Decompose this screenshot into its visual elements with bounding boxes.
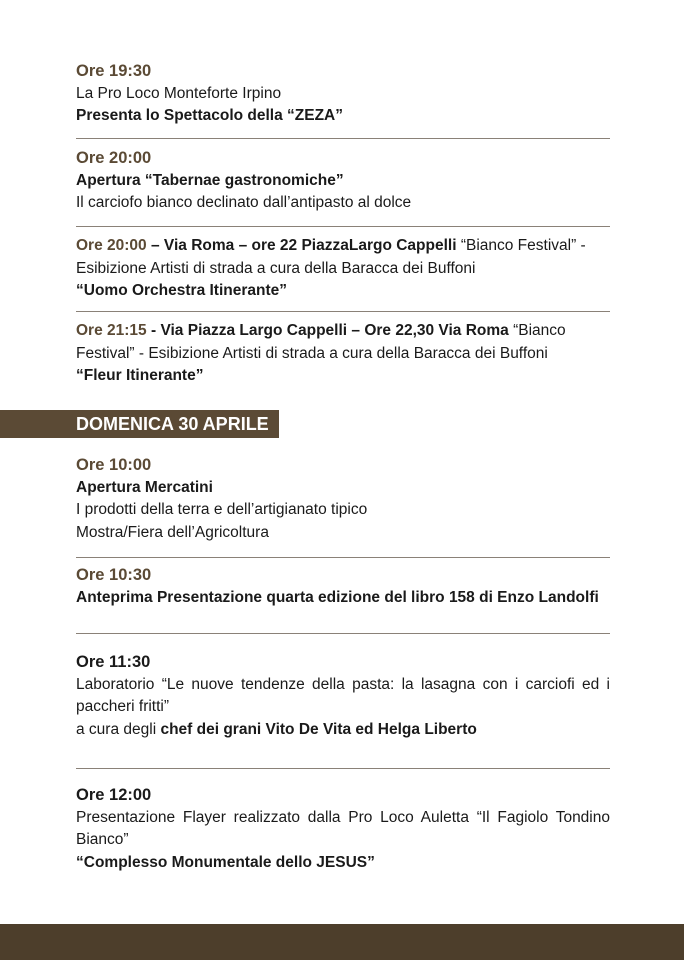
day-header — [0, 410, 279, 438]
divider — [76, 557, 610, 558]
day-header-label: DOMENICA 30 APRILE — [68, 410, 279, 438]
divider — [76, 633, 610, 634]
event-time: Ore 11:30 — [76, 653, 151, 671]
event-desc: “Bianco Festival” - Esibizione Artisti di strada a cura della Baracca dei Buffoni — [76, 237, 586, 277]
event-time: Ore 20:00 — [76, 149, 152, 167]
event-time: Ore 10:30 — [76, 566, 152, 584]
event-1030 — [76, 564, 610, 609]
event-title: Anteprima Presentazione quarta edizione del libro 158 di Enzo Landolfi — [76, 588, 599, 606]
event-place: - Via Piazza Largo Cappelli – Ore 22,30 Via Roma — [146, 322, 509, 339]
event-2000-street-artists — [76, 235, 610, 303]
footer-bar — [0, 924, 684, 960]
event-title: Presenta lo Spettacolo della “ZEZA” — [76, 107, 344, 124]
event-text: Il carciofo bianco declinato dall’antipasto al dolce — [76, 194, 412, 211]
event-1130 — [76, 651, 610, 741]
event-text: Laboratorio “Le nuove tendenze della pasta: la lasagna con i carciofi ed i paccheri fritti” — [76, 675, 610, 715]
event-2115-fleur — [76, 320, 610, 388]
divider — [76, 311, 610, 312]
event-text — [76, 719, 610, 742]
event-title: “Complesso Monumentale dello JESUS” — [76, 853, 375, 871]
event-1200 — [76, 784, 610, 874]
divider — [76, 768, 610, 769]
divider — [76, 138, 610, 139]
day-header-bar — [0, 410, 68, 438]
event-1930 — [76, 60, 610, 128]
event-1000 — [76, 454, 610, 544]
event-title: Apertura “Tabernae gastronomiche” — [76, 171, 344, 189]
event-title: “Uomo Orchestra Itinerante” — [76, 282, 288, 299]
event-text: La Pro Loco Monteforte Irpino — [76, 84, 282, 102]
event-time: Ore 12:00 — [76, 786, 152, 804]
event-time: Ore 21:15 — [76, 322, 147, 339]
event-chefs: chef dei grani Vito De Vita ed Helga Liberto — [160, 720, 477, 738]
event-place: – Via Roma – ore 22 PiazzaLargo Cappelli — [146, 237, 457, 254]
event-time: Ore 20:00 — [76, 237, 147, 254]
divider — [76, 226, 610, 227]
event-title: “Fleur Itinerante” — [76, 367, 204, 384]
event-time: Ore 19:30 — [76, 62, 152, 80]
event-text: Presentazione Flayer realizzato dalla Pro Loco Auletta “Il Fagiolo Tondino Bianco” — [76, 808, 610, 848]
event-text — [76, 235, 610, 280]
event-text: I prodotti della terra e dell’artigianato tipico — [76, 501, 368, 518]
event-text — [76, 320, 610, 365]
event-title: Apertura Mercatini — [76, 478, 213, 496]
event-text-prefix: a cura degli — [76, 720, 161, 738]
event-desc: “Bianco Festival” - Esibizione Artisti di strada a cura della Baracca dei Buffoni — [76, 322, 566, 362]
event-2000-taverns — [76, 147, 610, 215]
event-text: Mostra/Fiera dell’Agricoltura — [76, 523, 269, 541]
event-time: Ore 10:00 — [76, 456, 152, 474]
